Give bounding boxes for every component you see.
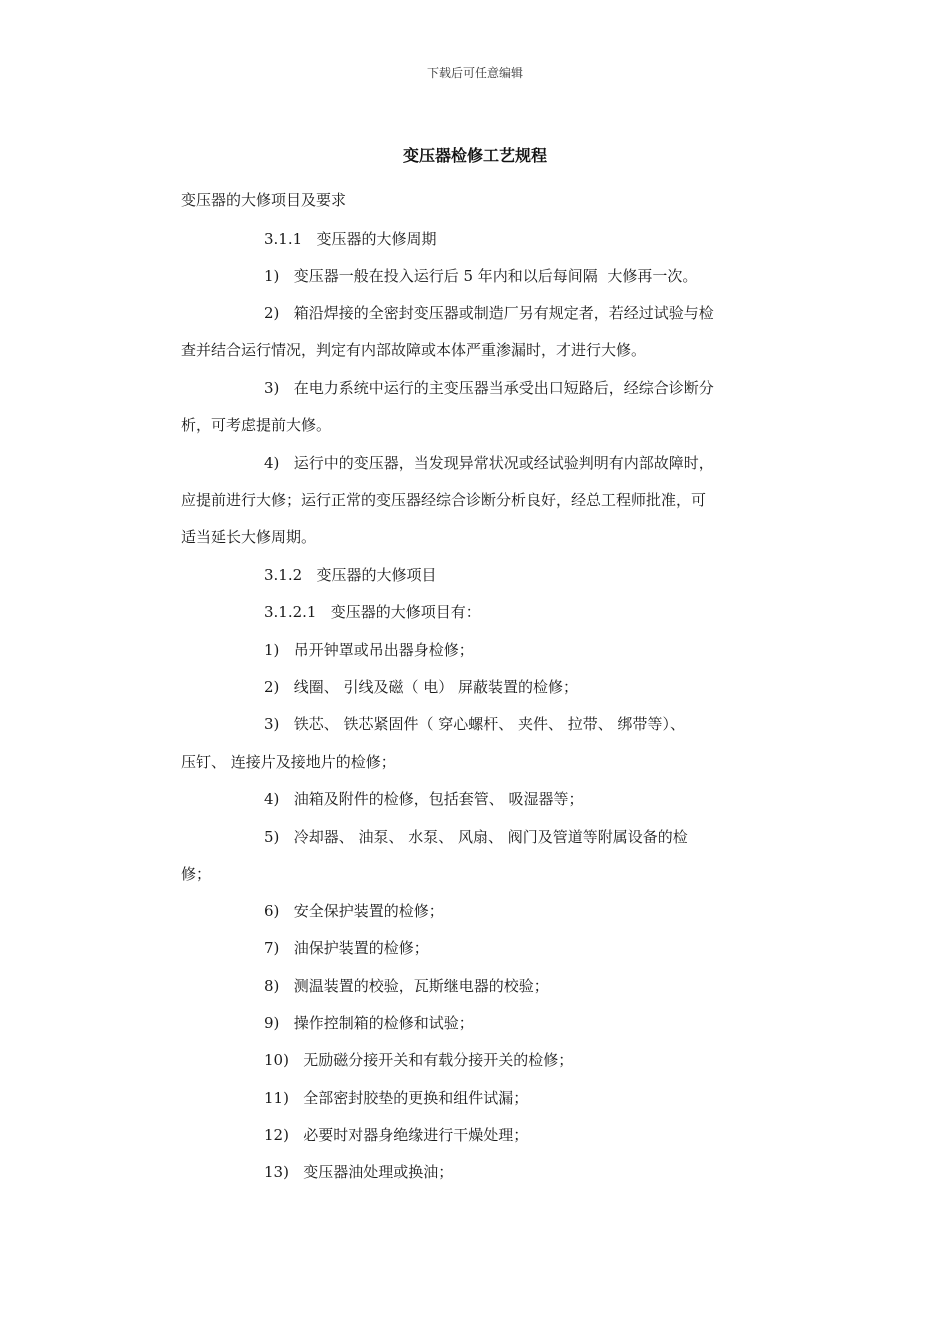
list-item-7: 7) 油保护装置的检修； [264, 939, 429, 957]
paragraph-1: 1) 变压器一般在投入运行后 5 年内和以后每间隔 大修再一次。 [264, 267, 698, 285]
list-item-11: 11) 全部密封胶垫的更换和组件试漏； [264, 1089, 529, 1107]
paragraph-3-line-2: 析，可考虑提前大修。 [181, 416, 332, 434]
paragraph-3-line-1: 3) 在电力系统中运行的主变压器当承受出口短路后，经综合诊断分 [264, 379, 714, 397]
list-item-4: 4) 油箱及附件的检修，包括套管、 吸湿器等； [264, 790, 584, 808]
paragraph-4-line-2: 应提前进行大修；运行正常的变压器经综合诊断分析良好，经总工程师批准，可 [181, 491, 707, 509]
list-item-13: 13) 变压器油处理或换油； [264, 1163, 454, 1181]
paragraph-4-line-3: 适当延长大修周期。 [181, 528, 317, 546]
subsection-heading-3-1-2: 3.1.2 变压器的大修项目 [264, 566, 437, 584]
list-item-5-line-1: 5) 冷却器、 油泵、 水泵、 风扇、 阀门及管道等附属设备的检 [264, 828, 688, 846]
list-item-3-line-2: 压钉、 连接片及接地片的检修； [181, 753, 396, 771]
download-note: 下载后可任意编辑 [426, 66, 523, 80]
subsection-heading-3-1-2-1: 3.1.2.1 变压器的大修项目有： [264, 603, 481, 621]
list-item-3-line-1: 3) 铁芯、 铁芯紧固件（ 穿心螺杆、 夹件、 拉带、 绑带等）、 [264, 715, 686, 733]
paragraph-2-line-2: 查并结合运行情况，判定有内部故障或本体严重渗漏时，才进行大修。 [181, 341, 647, 359]
document-title: 变压器检修工艺规程 [402, 146, 547, 165]
list-item-9: 9) 操作控制箱的检修和试验； [264, 1014, 474, 1032]
list-item-1: 1) 吊开钟罩或吊出器身检修； [264, 641, 474, 659]
paragraph-2-line-1: 2) 箱沿焊接的全密封变压器或制造厂另有规定者，若经过试验与检 [264, 304, 714, 322]
list-item-2: 2) 线圈、 引线及磁（ 电） 屏蔽装置的检修； [264, 678, 579, 696]
list-item-8: 8) 测温装置的校验，瓦斯继电器的校验； [264, 977, 549, 995]
section-heading: 变压器的大修项目及要求 [181, 191, 347, 209]
subsection-heading-3-1-1: 3.1.1 变压器的大修周期 [264, 230, 437, 248]
list-item-12: 12) 必要时对器身绝缘进行干燥处理； [264, 1126, 529, 1144]
list-item-10: 10) 无励磁分接开关和有载分接开关的检修； [264, 1051, 574, 1069]
list-item-6: 6) 安全保护装置的检修； [264, 902, 444, 920]
paragraph-4-line-1: 4) 运行中的变压器，当发现异常状况或经试验判明有内部故障时， [264, 454, 714, 472]
list-item-5-line-2: 修； [181, 865, 212, 883]
